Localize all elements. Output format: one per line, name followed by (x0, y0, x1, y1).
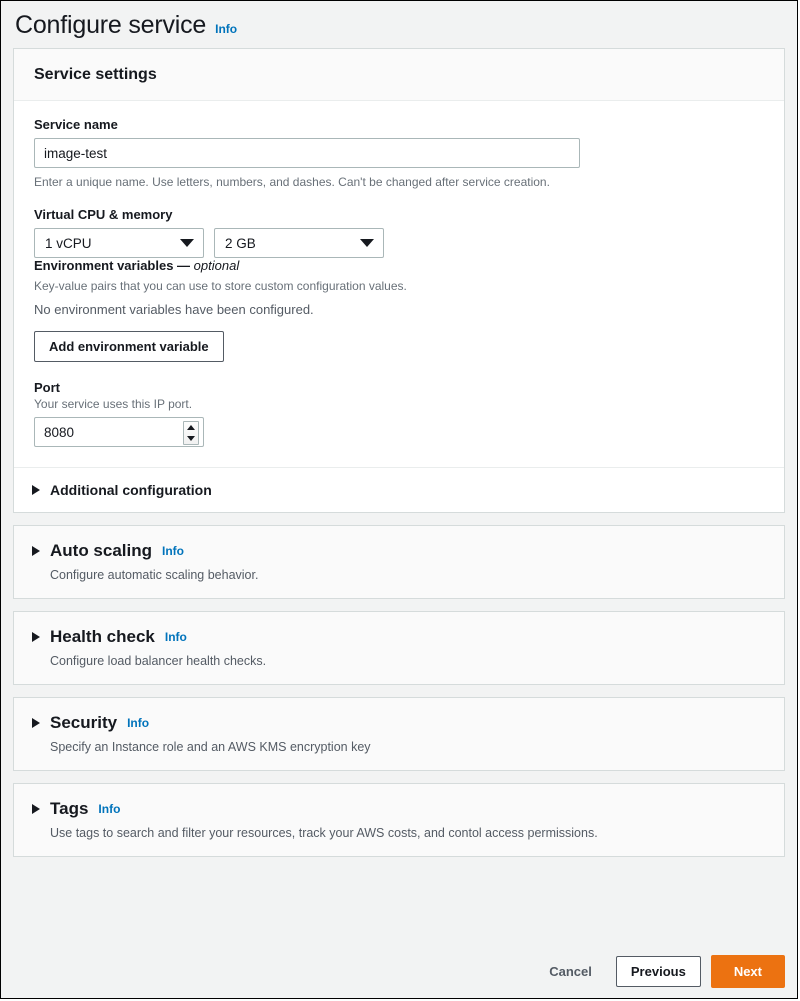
tags-description: Use tags to search and filter your resources, track your AWS costs, and contol access permissions. (50, 826, 598, 840)
security-section[interactable] (13, 697, 785, 771)
security-title: Security (50, 713, 118, 732)
health-check-title: Health check (50, 627, 155, 646)
service-name-input[interactable] (34, 138, 580, 168)
stepper-up-icon[interactable] (187, 425, 195, 430)
service-settings-card (13, 48, 785, 513)
health-check-section[interactable] (13, 611, 785, 685)
security-info-link[interactable]: Info (127, 716, 150, 730)
service-settings-title: Service settings (34, 66, 157, 83)
memory-select[interactable] (214, 228, 384, 258)
tags-info-link[interactable]: Info (98, 802, 121, 816)
health-check-description: Configure load balancer health checks. (50, 654, 267, 668)
cpu-memory-label: Virtual CPU & memory (34, 207, 173, 222)
chevron-down-icon (180, 239, 194, 247)
environment-variables-help: Key-value pairs that you can use to store custom configuration values. (34, 279, 407, 293)
environment-variables-optional-text: optional (193, 258, 240, 273)
tags-title: Tags (50, 799, 89, 818)
service-name-label: Service name (34, 117, 118, 132)
chevron-right-icon (32, 718, 40, 728)
service-settings-header (14, 49, 784, 101)
health-check-header[interactable] (32, 627, 764, 647)
chevron-down-icon (360, 239, 374, 247)
auto-scaling-description: Configure automatic scaling behavior. (50, 568, 259, 582)
service-name-help: Enter a unique name. Use letters, numbers, and dashes. Can't be changed after service creation. (34, 175, 550, 189)
cancel-button[interactable]: Cancel (535, 956, 606, 987)
tags-header[interactable] (32, 799, 764, 819)
vcpu-select[interactable] (34, 228, 204, 258)
chevron-right-icon (32, 546, 40, 556)
chevron-right-icon (32, 632, 40, 642)
auto-scaling-title: Auto scaling (50, 541, 153, 560)
add-environment-variable-button[interactable]: Add environment variable (34, 331, 224, 362)
chevron-right-icon (32, 485, 40, 495)
environment-variables-label (34, 258, 764, 273)
security-description: Specify an Instance role and an AWS KMS encryption key (50, 740, 371, 754)
next-button[interactable]: Next (711, 955, 785, 988)
additional-configuration-label: Additional configuration (50, 482, 212, 498)
previous-button[interactable]: Previous (616, 956, 701, 987)
port-stepper[interactable] (183, 421, 199, 445)
tags-section[interactable] (13, 783, 785, 857)
wizard-footer (535, 955, 785, 988)
page-title: Configure service (15, 11, 207, 39)
health-check-info-link[interactable]: Info (164, 630, 187, 644)
port-field (34, 417, 204, 447)
security-header[interactable] (32, 713, 764, 733)
auto-scaling-info-link[interactable]: Info (162, 544, 185, 558)
cpu-memory-row (34, 228, 764, 258)
port-input[interactable] (34, 417, 204, 447)
port-help: Your service uses this IP port. (34, 397, 193, 411)
port-label: Port (34, 380, 60, 395)
memory-select-value: 2 GB (225, 235, 256, 251)
auto-scaling-section[interactable] (13, 525, 785, 599)
environment-variables-title-text: Environment variables — (34, 258, 194, 273)
page-header (1, 1, 797, 48)
environment-variables-empty-state: No environment variables have been configured. (34, 302, 314, 317)
additional-configuration-expander[interactable] (14, 467, 784, 512)
auto-scaling-header[interactable] (32, 541, 764, 561)
chevron-right-icon (32, 804, 40, 814)
stepper-down-icon[interactable] (187, 436, 195, 441)
vcpu-select-value: 1 vCPU (45, 235, 92, 251)
page-info-link[interactable]: Info (215, 22, 238, 36)
service-settings-body (14, 101, 784, 453)
